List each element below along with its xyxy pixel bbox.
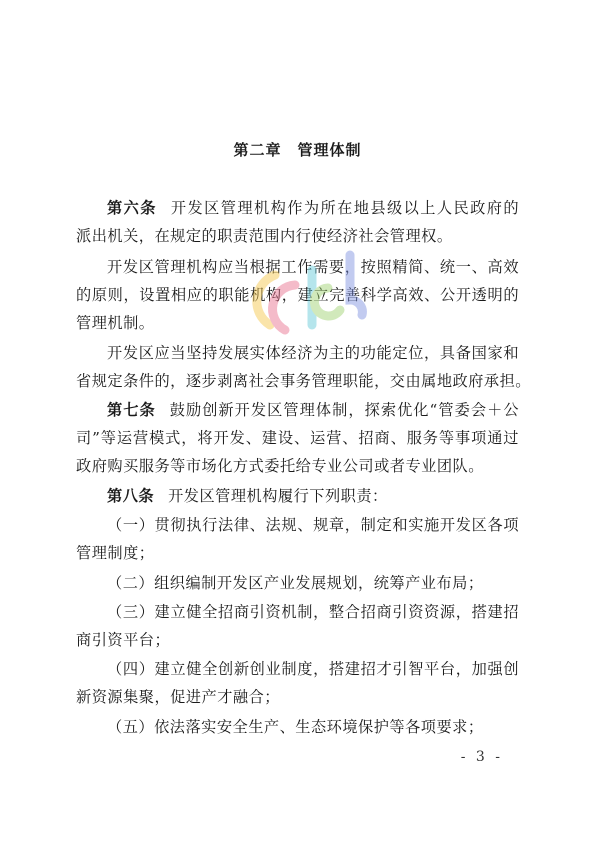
article-7-line-3: 政府购买服务等市场化方式委托给专业公司或者专业团队。 [76, 457, 484, 475]
paragraph-2-line-2: 的原则，设置相应的职能机构，建立完善科学高效、公开透明的 [76, 286, 519, 304]
article-7-label: 第七条 [107, 401, 156, 419]
article-8-line-1 [107, 487, 388, 505]
article-6-text-1: 开发区管理机构作为所在地县级以上人民政府的 [170, 199, 520, 217]
item-3-line-1: （三）建立健全招商引资机制，整合招商引资资源，搭建招 [107, 603, 519, 621]
article-6-label: 第六条 [107, 199, 157, 217]
item-3-line-2: 商引资平台； [76, 631, 171, 649]
chapter-title: 第二章 管理体制 [233, 141, 362, 159]
paragraph-3-line-2: 省规定条件的，逐步剥离社会事务管理职能，交由属地政府承担。 [76, 372, 531, 390]
paragraph-2-line-3: 管理机制。 [76, 314, 155, 332]
article-8-text-1: 开发区管理机构履行下列职责： [168, 487, 388, 505]
article-8-label: 第八条 [107, 487, 155, 505]
article-6-line-1 [107, 199, 519, 217]
watermark-arc-5 [350, 255, 362, 315]
item-4-line-1: （四）建立健全创新创业制度，搭建招才引智平台，加强创 [107, 660, 519, 678]
watermark-arc-2 [273, 285, 295, 330]
item-2-line-1: （二）组织编制开发区产业发展规划，统筹产业布局； [107, 574, 484, 592]
article-6-line-2: 派出机关，在规定的职责范围内行使经济社会管理权。 [76, 227, 453, 245]
watermark-arc-4 [315, 288, 340, 316]
watermark-logo [240, 230, 380, 345]
item-4-line-2: 新资源集聚，促进产才融合； [76, 688, 280, 706]
article-7-text-1: 鼓励创新开发区管理体制，探索优化“管委会＋公 [169, 401, 520, 419]
paragraph-3-line-1: 开发区应当坚持发展实体经济为主的功能定位，具备国家和 [107, 344, 519, 362]
paragraph-2-line-1: 开发区管理机构应当根据工作需要，按照精简、统一、高效 [107, 258, 519, 276]
article-7-line-1 [107, 401, 519, 419]
article-7-line-2: 司”等运营模式，将开发、建设、运营、招商、服务等事项通过 [76, 429, 519, 447]
item-1-line-2: 管理制度； [76, 544, 155, 562]
item-5-line-1: （五）依法落实安全生产、生态环境保护等各项要求； [107, 718, 484, 736]
item-1-line-1: （一）贯彻执行法律、法规、规章，制定和实施开发区各项 [107, 516, 519, 534]
page-number: - 3 - [460, 749, 503, 765]
